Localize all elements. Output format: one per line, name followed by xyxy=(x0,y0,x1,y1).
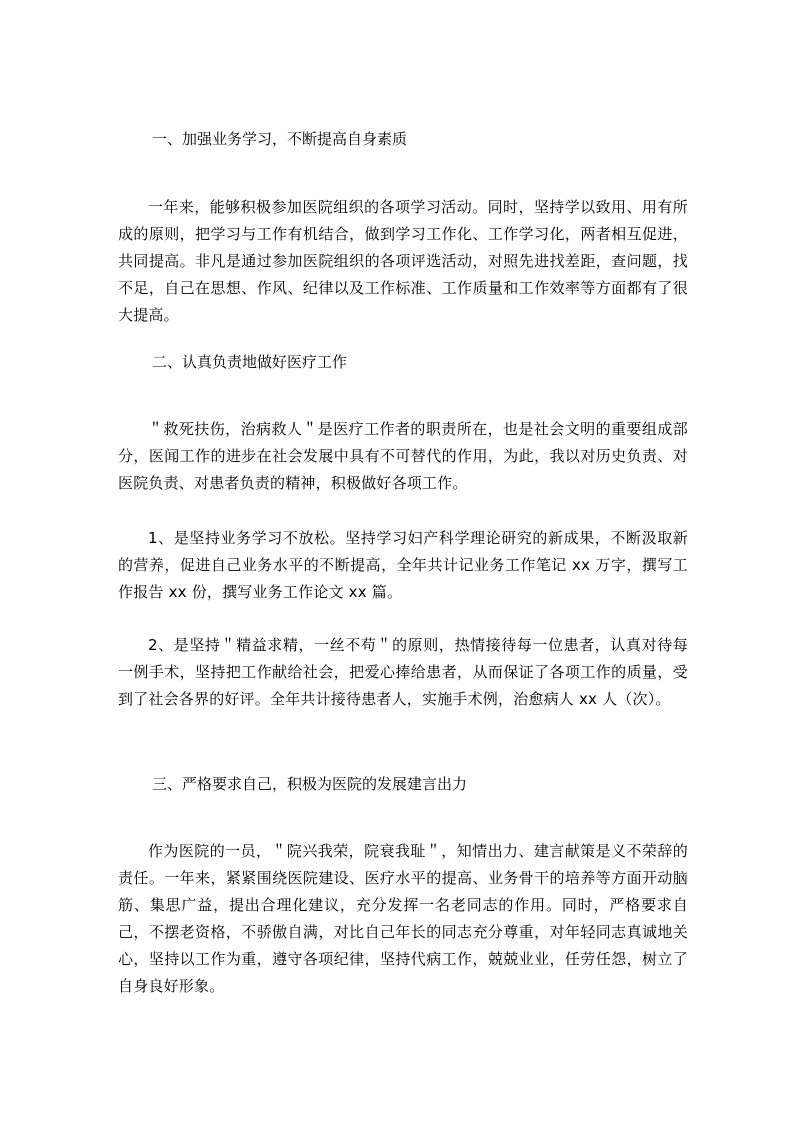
section-heading-1: 一、加强业务学习，不断提高自身素质 xyxy=(152,130,408,148)
list-item-2: 2、是坚持＂精益求精，一丝不苟＂的原则，热情接待每一位患者，认真对待每一例手术，坚持把工作献给社会，把爱心捧给患者，从而保证了各项工作的质量，受到了社会各界的好评。全年共计接待患者人，实施手术例，治愈病人 xx 人（次）。 xyxy=(118,636,688,708)
section-paragraph-3: 作为医院的一员，＂院兴我荣，院衰我耻＂，知情出力、建言献策是义不荣辞的责任。一年来，紧紧围绕医院建设、医疗水平的提高、业务骨干的培养等方面开动脑筋、集思广益，提出合理化建议，充分发挥一名老同志的作用。同时，严格要求自己，不摆老资格，不骄傲自满，对比自己年长的同志充分尊重，对年轻同志真诚地关心，坚持以工作为重，遵守各项纪律，坚持代病工作，兢兢业业，任劳任怨，树立了自身良好形象。 xyxy=(118,842,688,995)
section-heading-2: 二、认真负责地做好医疗工作 xyxy=(152,353,348,371)
section-paragraph-2: ＂救死扶伤，治病救人＂是医疗工作者的职责所在，也是社会文明的重要组成部分，医闻工作的进步在社会发展中具有不可替代的作用，为此，我以对历史负责、对医院负责、对患者负责的精神，积极做好各项工作。 xyxy=(118,420,688,492)
section-heading-3: 三、严格要求自己，积极为医院的发展建言出力 xyxy=(152,775,468,793)
section-paragraph-1: 一年来，能够积极参加医院组织的各项学习活动。同时，坚持学以致用、用有所成的原则，把学习与工作有机结合，做到学习工作化、工作学习化，两者相互促进，共同提高。非凡是通过参加医院组织的各项评选活动，对照先进找差距，查问题，找不足，自己在思想、作风、纪律以及工作标准、工作质量和工作效率等方面都有了很大提高。 xyxy=(118,198,688,324)
list-item-1: 1、是坚持业务学习不放松。坚持学习妇产科学理论研究的新成果，不断汲取新的营养，促进自己业务水平的不断提高，全年共计记业务工作笔记 xx 万字，撰写工作报告 xx 份，撰写业务工作论文 xx 篇。 xyxy=(118,529,688,601)
